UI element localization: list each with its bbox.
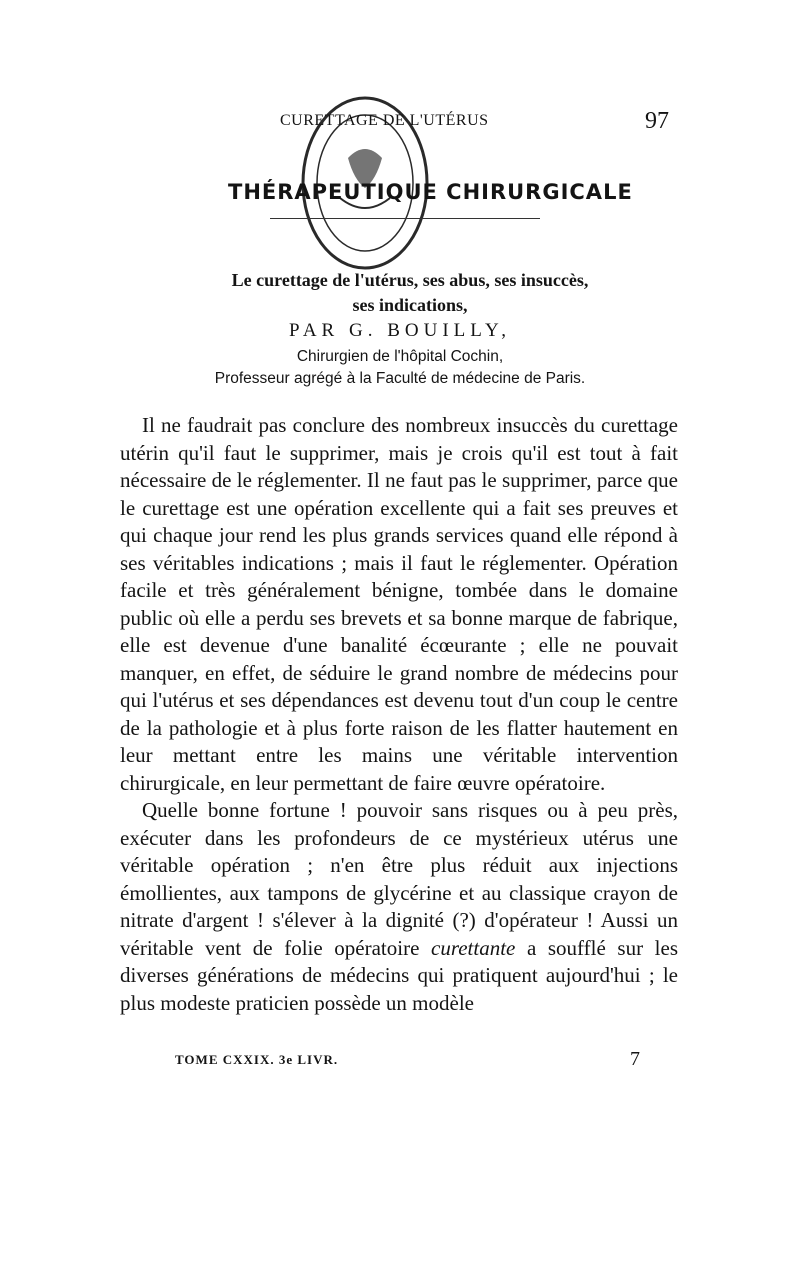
paragraph-2 [120, 797, 678, 1017]
article-body [120, 412, 678, 1017]
printer-signature: TOME CXXIX. 3e LIVR. [175, 1052, 339, 1067]
article-title-line-1: Le curettage de l'utérus, ses abus, ses insuccès, [231, 270, 589, 290]
sheet-number: 7 [630, 1048, 640, 1070]
page-number: 97 [645, 108, 669, 134]
running-title: CURETTAGE DE L'UTÉRUS [280, 112, 489, 129]
article-title-line-2: ses indications, [352, 295, 468, 315]
paragraph-2-text-b: a soufflé sur les diverses générations de médecins qui pratiquent aujourd'hui ; le plus modeste praticien possède un modèle [120, 935, 678, 1015]
heading-rule [270, 218, 540, 219]
paragraph-2-text-a: Quelle bonne fortune ! pouvoir sans risques ou à peu près, exécuter dans les profondeurs de ce mystérieux utérus une véritable opération ; n'en être plus réduit aux injections émollientes, aux tampons de glycérine et au classique crayon de nitrate d'argent ! s'élever à la dignité (?) d'opérateur ! Aussi un véritable vent de folie opératoire [120, 798, 678, 960]
article-title [140, 268, 680, 318]
paragraph-1: Il ne faudrait pas conclure des nombreux insuccès du curettage utérin qu'il faut le supprimer, mais je crois qu'il est tout à fait nécessaire de le réglementer. Il ne faut pas le supprimer, parce que le curettage est une opération excellente qui a fait ses preuves et qui chaque jour rend les plus grands services quand elle répond à ses véritables indications ; mais il faut le réglementer. Opération facile et très généralement bénigne, tombée dans le domaine public où elle a perdu ses brevets et sa bonne marque de fabrique, elle est devenue d'une banalité écœurante ; elle ne pouvait manquer, en effet, de séduire le grand nombre de médecins pour qui l'utérus et ses dépendances est devenu tout d'un coup le centre de la pathologie et à plus forte raison de les flatter hautement en leur mettant entre les mains une véritable intervention chirurgicale, en leur permettant de faire œuvre opératoire. [120, 413, 678, 795]
author-role-1: Chirurgien de l'hôpital Cochin, [296, 348, 504, 365]
author-name: PAR G. BOUILLY, [289, 320, 511, 341]
section-heading: THÉRAPEUTIQUE CHIRURGICALE [228, 180, 633, 204]
paragraph-2-italic: curettante [431, 935, 516, 960]
author-role-2: Professeur agrégé à la Faculté de médecine de Paris. [214, 370, 586, 387]
